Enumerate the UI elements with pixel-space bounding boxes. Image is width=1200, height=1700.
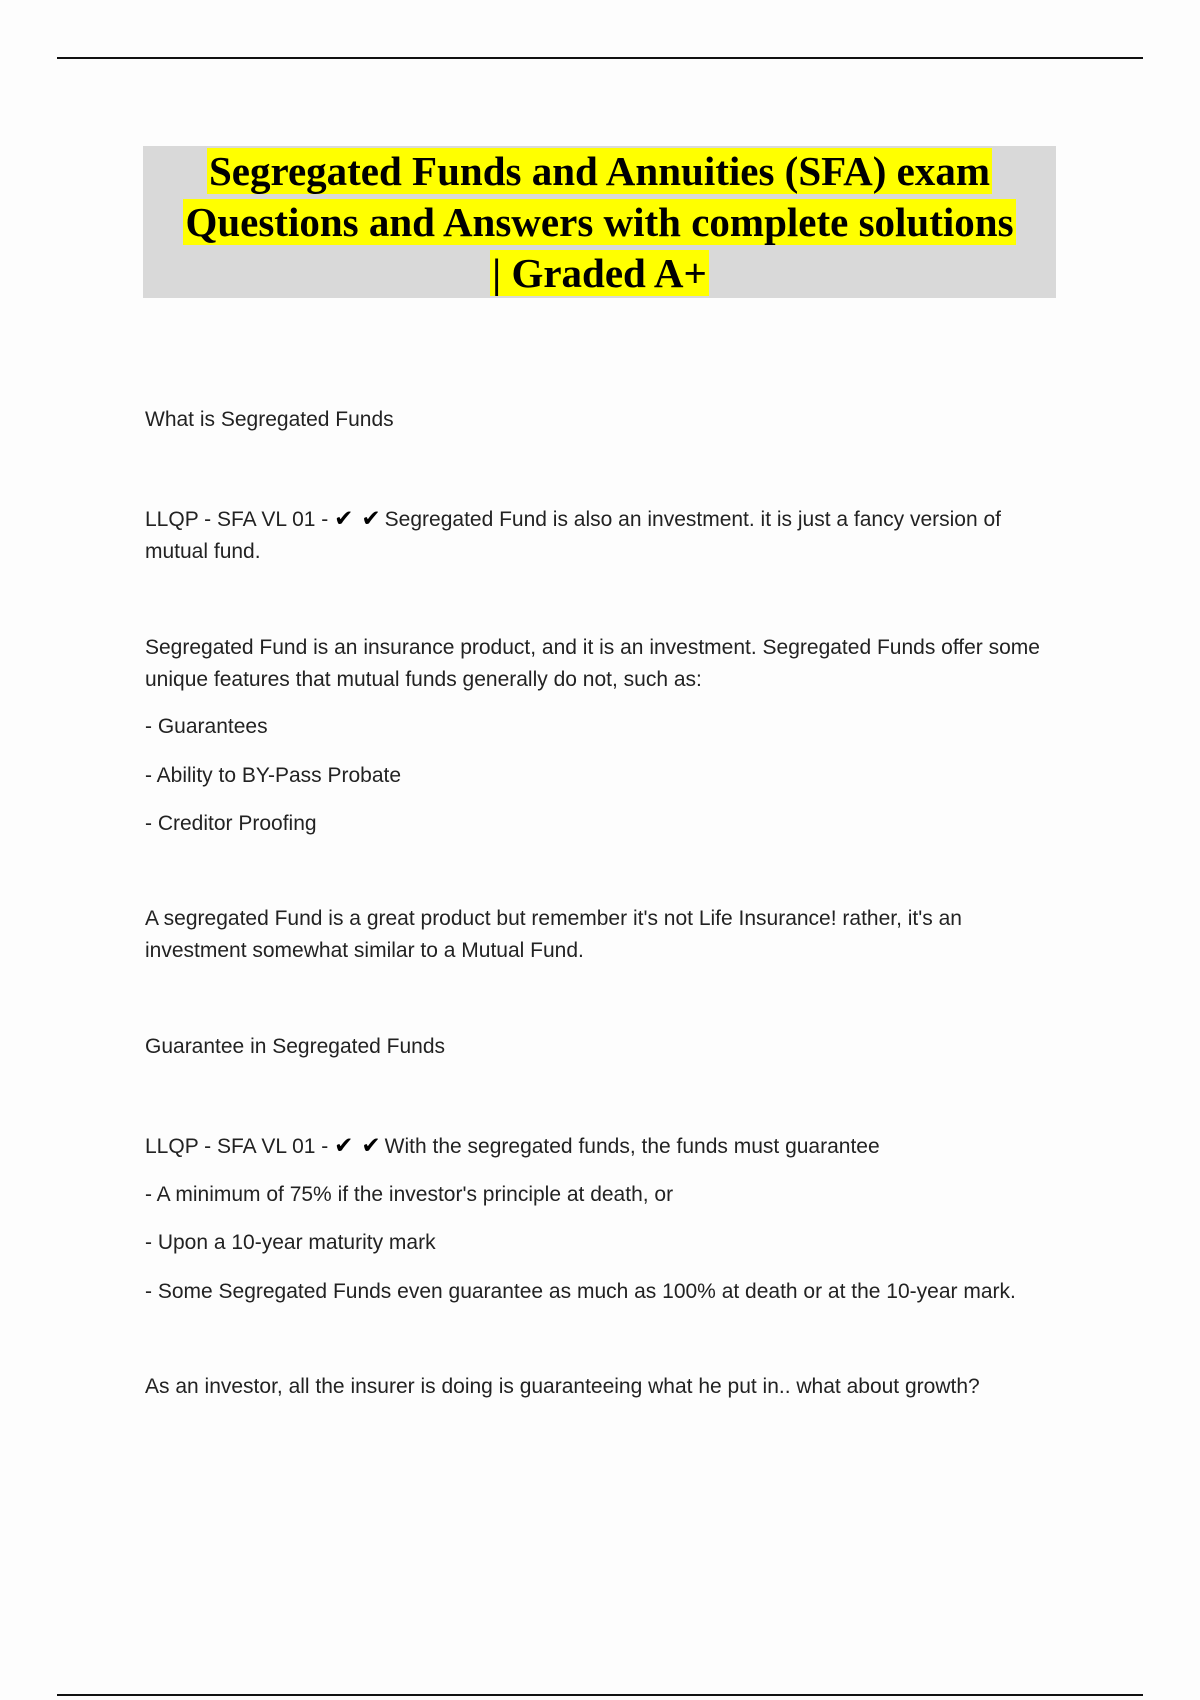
q2-bullet-3: - Some Segregated Funds even guarantee as much as 100% at death or at the 10-year mark. xyxy=(145,1280,1016,1303)
document-title xyxy=(143,146,1056,298)
answer-2 xyxy=(145,1130,1065,1163)
title-line-3: | Graded A+ xyxy=(492,250,707,296)
bottom-rule xyxy=(57,1694,1143,1696)
double-check-icon: ✔ ✔ xyxy=(334,1133,381,1159)
q1-bullet-3: - Creditor Proofing xyxy=(145,812,317,835)
q1-bullet-1: - Guarantees xyxy=(145,715,268,738)
answer-2-text: With the segregated funds, the funds must guarantee xyxy=(384,1135,880,1158)
answer-1 xyxy=(145,503,1065,568)
q2-bullet-2: - Upon a 10-year maturity mark xyxy=(145,1231,436,1254)
double-check-icon: ✔ ✔ xyxy=(334,506,381,532)
q1-paragraph-1: Segregated Fund is an insurance product, and it is an investment. Segregated Funds offer some unique features that mutual funds generally do not, such as: xyxy=(145,636,1040,691)
title-line-1: Segregated Funds and Annuities (SFA) exam xyxy=(209,148,990,194)
answer-2-prefix: LLQP - SFA VL 01 - xyxy=(145,1135,335,1158)
q2-bullet-1: - A minimum of 75% if the investor's principle at death, or xyxy=(145,1183,674,1206)
top-rule xyxy=(57,57,1143,59)
q1-paragraph-2: A segregated Fund is a great product but remember it's not Life Insurance! rather, it's an investment somewhat similar to a Mutual Fund. xyxy=(145,907,962,962)
q1-bullet-2: - Ability to BY-Pass Probate xyxy=(145,764,402,787)
question-2: Guarantee in Segregated Funds xyxy=(145,1035,446,1058)
answer-1-text: Segregated Fund is also an investment. it is just a fancy version of mutual fund. xyxy=(145,508,1001,563)
answer-1-prefix: LLQP - SFA VL 01 - xyxy=(145,508,335,531)
question-1: What is Segregated Funds xyxy=(145,408,394,431)
title-line-2: Questions and Answers with complete solutions xyxy=(185,199,1014,245)
q2-paragraph: As an investor, all the insurer is doing is guaranteeing what he put in.. what about growth? xyxy=(145,1375,980,1398)
